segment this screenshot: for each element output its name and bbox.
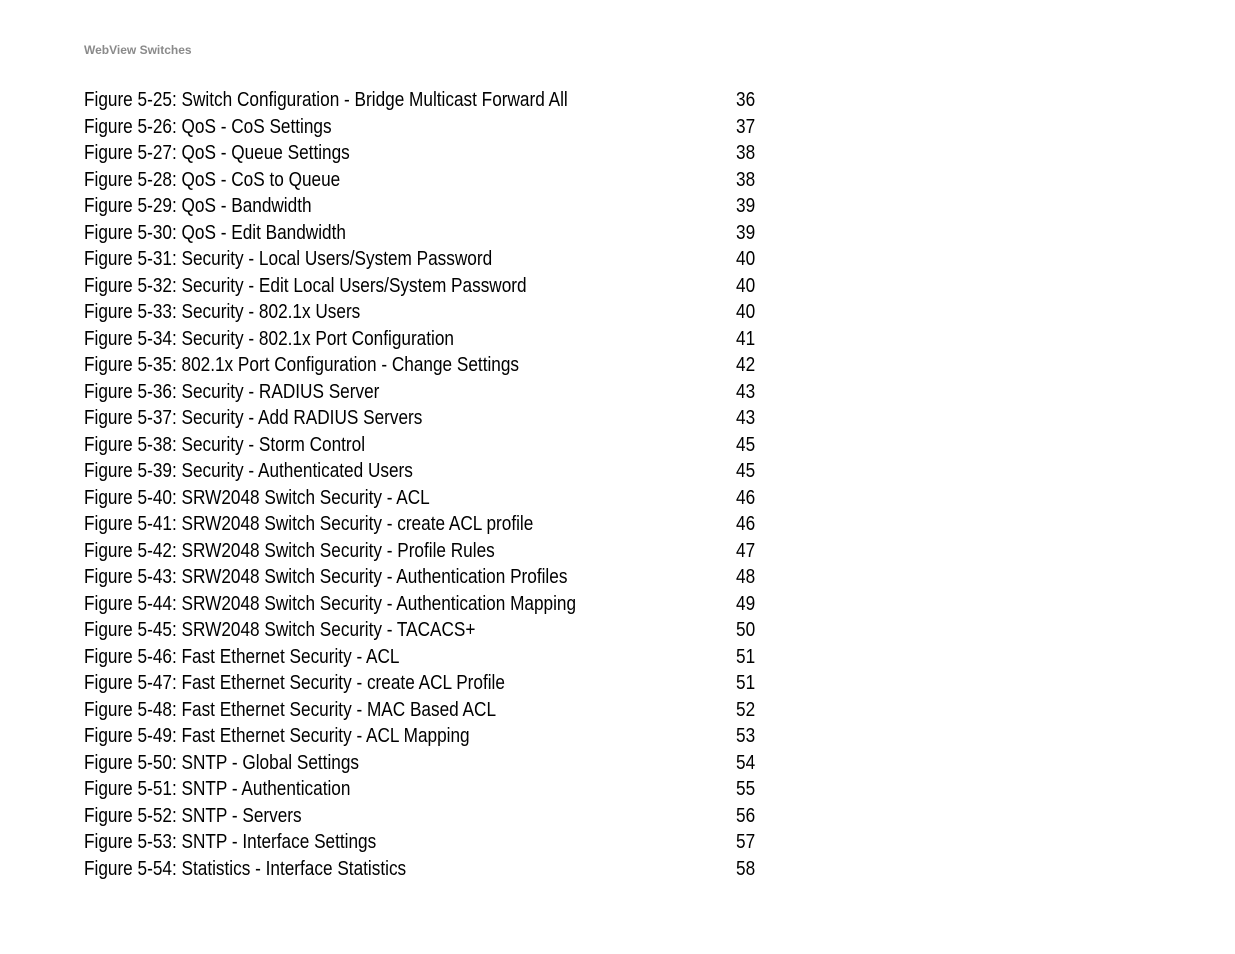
toc-entry[interactable] bbox=[84, 379, 784, 406]
toc-entry-title: Figure 5-29: QoS - Bandwidth bbox=[84, 195, 312, 217]
toc-entry[interactable] bbox=[84, 617, 784, 644]
toc-entry[interactable] bbox=[84, 591, 784, 618]
toc-entry-title: Figure 5-38: Security - Storm Control bbox=[84, 433, 366, 456]
toc-entry-page-number: 58 bbox=[736, 857, 756, 880]
toc-entry-title: Figure 5-31: Security - Local Users/System Password bbox=[84, 248, 493, 270]
toc-entry-page-number: 45 bbox=[736, 433, 756, 456]
toc-entry-title: Figure 5-51: SNTP - Authentication bbox=[84, 778, 351, 800]
toc-entry-page-number: 38 bbox=[736, 142, 756, 164]
toc-entry-page-number: 41 bbox=[736, 327, 756, 350]
toc-entry[interactable] bbox=[84, 803, 784, 830]
toc-entry[interactable] bbox=[84, 723, 784, 750]
toc-entry-page-number: 40 bbox=[736, 274, 756, 297]
toc-entry[interactable] bbox=[84, 829, 784, 856]
toc-entry-title: Figure 5-35: 802.1x Port Configuration - Change Settings bbox=[84, 354, 520, 376]
toc-entry-title: Figure 5-26: QoS - CoS Settings bbox=[84, 115, 332, 138]
toc-entry-title: Figure 5-36: Security - RADIUS Server bbox=[84, 380, 380, 403]
toc-entry-page-number: 56 bbox=[736, 804, 756, 827]
toc-entry-title: Figure 5-32: Security - Edit Local Users/System Password bbox=[84, 274, 527, 297]
toc-entry[interactable] bbox=[84, 511, 784, 538]
toc-entry-title: Figure 5-52: SNTP - Servers bbox=[84, 804, 302, 827]
toc-entry-title: Figure 5-42: SRW2048 Switch Security - Profile Rules bbox=[84, 539, 495, 562]
toc-entry-page-number: 54 bbox=[736, 751, 756, 774]
toc-entry-page-number: 45 bbox=[736, 460, 756, 482]
toc-entry-page-number: 51 bbox=[736, 645, 756, 668]
toc-entry[interactable] bbox=[84, 750, 784, 777]
toc-entry-page-number: 47 bbox=[736, 539, 756, 562]
toc-entry[interactable] bbox=[84, 193, 784, 220]
toc-entry[interactable] bbox=[84, 299, 784, 326]
toc-entry[interactable] bbox=[84, 670, 784, 697]
toc-entry-title: Figure 5-54: Statistics - Interface Statistics bbox=[84, 857, 407, 880]
toc-entry-title: Figure 5-53: SNTP - Interface Settings bbox=[84, 831, 377, 853]
running-header: WebView Switches bbox=[84, 43, 192, 57]
toc-entry-page-number: 50 bbox=[736, 619, 756, 641]
toc-entry[interactable] bbox=[84, 326, 784, 353]
toc-entry[interactable] bbox=[84, 538, 784, 565]
toc-entry-page-number: 51 bbox=[736, 672, 756, 694]
toc-entry-page-number: 40 bbox=[736, 248, 756, 270]
toc-entry[interactable] bbox=[84, 405, 784, 432]
toc-entry[interactable] bbox=[84, 87, 784, 114]
toc-entry-title: Figure 5-45: SRW2048 Switch Security - TACACS+ bbox=[84, 619, 476, 641]
toc-entry-title: Figure 5-39: Security - Authenticated Users bbox=[84, 460, 413, 482]
toc-entry-page-number: 43 bbox=[736, 407, 756, 429]
toc-entry[interactable] bbox=[84, 776, 784, 803]
toc-entry[interactable] bbox=[84, 114, 784, 141]
toc-entry-title: Figure 5-43: SRW2048 Switch Security - Authentication Profiles bbox=[84, 566, 568, 588]
toc-entry[interactable] bbox=[84, 140, 784, 167]
toc-entry-page-number: 46 bbox=[736, 513, 756, 535]
toc-entry-page-number: 43 bbox=[736, 380, 756, 403]
toc-entry[interactable] bbox=[84, 432, 784, 459]
toc-entry[interactable] bbox=[84, 485, 784, 512]
toc-entry-page-number: 55 bbox=[736, 778, 756, 800]
toc-entry-page-number: 39 bbox=[736, 195, 756, 217]
toc-entry-page-number: 52 bbox=[736, 698, 756, 721]
toc-entry-title: Figure 5-46: Fast Ethernet Security - ACL bbox=[84, 645, 400, 668]
toc-entry-title: Figure 5-30: QoS - Edit Bandwidth bbox=[84, 221, 346, 244]
toc-entry-page-number: 57 bbox=[736, 831, 756, 853]
toc-entry[interactable] bbox=[84, 246, 784, 273]
toc-entry-page-number: 49 bbox=[736, 592, 756, 615]
toc-entry-title: Figure 5-34: Security - 802.1x Port Configuration bbox=[84, 327, 454, 350]
toc-entry[interactable] bbox=[84, 644, 784, 671]
toc-entry-page-number: 42 bbox=[736, 354, 756, 376]
toc-entry-page-number: 38 bbox=[736, 168, 756, 191]
toc-entry-title: Figure 5-50: SNTP - Global Settings bbox=[84, 751, 360, 774]
toc-entry[interactable] bbox=[84, 220, 784, 247]
toc-entry[interactable] bbox=[84, 564, 784, 591]
toc-entry[interactable] bbox=[84, 856, 784, 883]
toc-entry-title: Figure 5-41: SRW2048 Switch Security - create ACL profile bbox=[84, 513, 534, 535]
list-of-figures bbox=[84, 87, 784, 882]
toc-entry-page-number: 36 bbox=[736, 89, 756, 111]
toc-entry-page-number: 48 bbox=[736, 566, 756, 588]
toc-entry-title: Figure 5-49: Fast Ethernet Security - ACL Mapping bbox=[84, 725, 470, 747]
toc-entry[interactable] bbox=[84, 458, 784, 485]
toc-entry-page-number: 46 bbox=[736, 486, 756, 509]
toc-entry-title: Figure 5-33: Security - 802.1x Users bbox=[84, 301, 361, 323]
toc-entry-title: Figure 5-47: Fast Ethernet Security - create ACL Profile bbox=[84, 672, 505, 694]
toc-entry[interactable] bbox=[84, 273, 784, 300]
toc-entry-page-number: 53 bbox=[736, 725, 756, 747]
toc-entry-title: Figure 5-28: QoS - CoS to Queue bbox=[84, 168, 341, 191]
toc-entry[interactable] bbox=[84, 167, 784, 194]
toc-entry-title: Figure 5-37: Security - Add RADIUS Servers bbox=[84, 407, 423, 429]
toc-entry[interactable] bbox=[84, 352, 784, 379]
toc-entry-title: Figure 5-40: SRW2048 Switch Security - ACL bbox=[84, 486, 430, 509]
toc-entry-title: Figure 5-25: Switch Configuration - Bridge Multicast Forward All bbox=[84, 89, 568, 111]
toc-entry-page-number: 39 bbox=[736, 221, 756, 244]
toc-entry-title: Figure 5-27: QoS - Queue Settings bbox=[84, 142, 350, 164]
toc-entry-page-number: 40 bbox=[736, 301, 756, 323]
toc-entry-title: Figure 5-48: Fast Ethernet Security - MAC Based ACL bbox=[84, 698, 497, 721]
toc-entry[interactable] bbox=[84, 697, 784, 724]
toc-entry-title: Figure 5-44: SRW2048 Switch Security - Authentication Mapping bbox=[84, 592, 577, 615]
toc-entry-page-number: 37 bbox=[736, 115, 756, 138]
